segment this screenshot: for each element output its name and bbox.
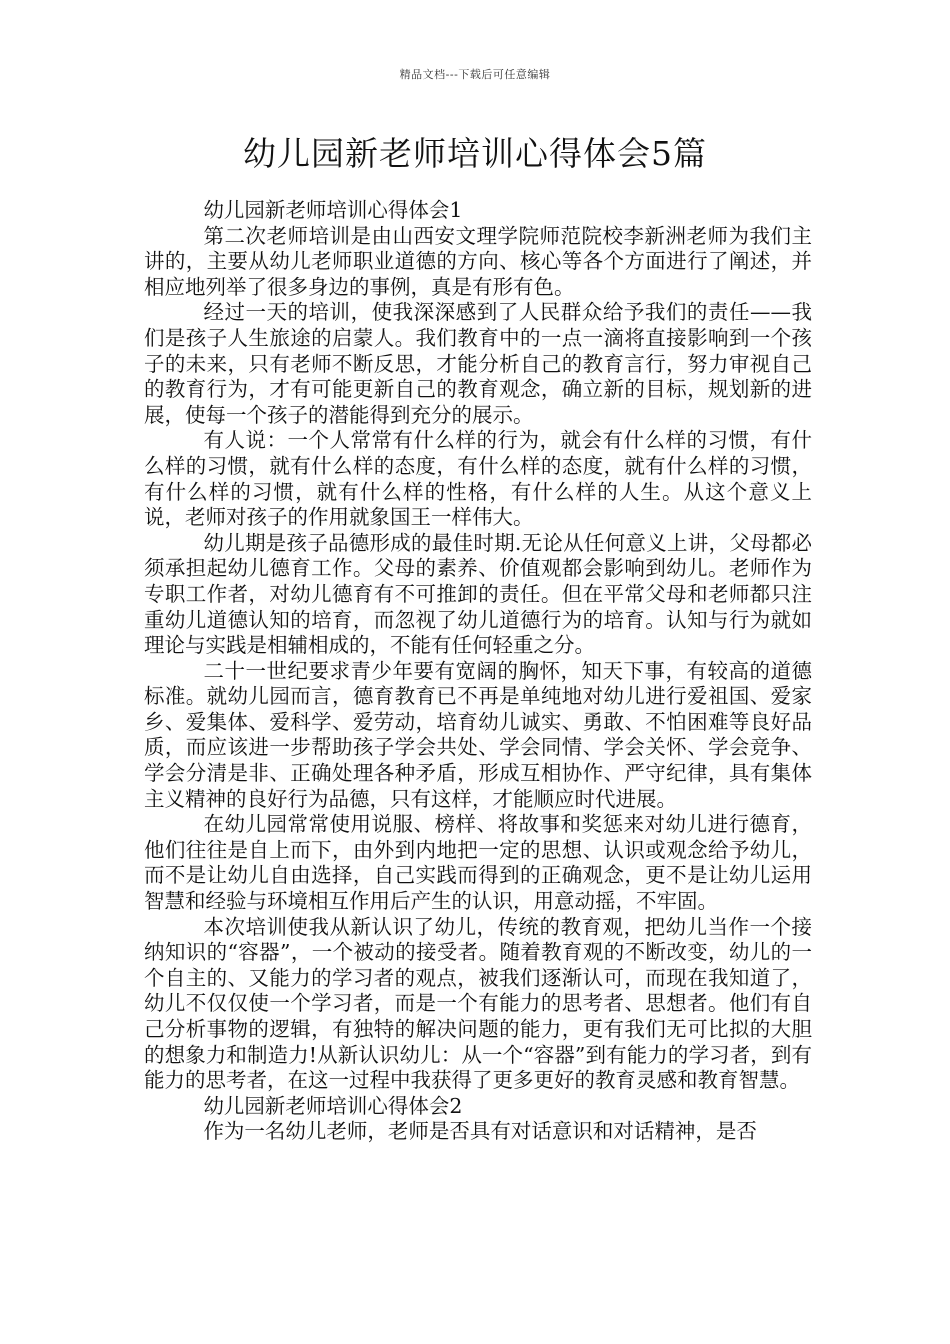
section-heading: 幼儿园新老师培训心得体会1 xyxy=(203,198,463,222)
body-paragraph: 本次培训使我从新认识了幼儿，传统的教育观，把幼儿当作一个接纳知识的“容器”，一个被动的接受者。随着教育观的不断改变，幼儿的一个自主的、又能力的学习者的观点，被我们逐渐认可，而现在我知道了，幼儿不仅仅使一个学习者，而是一个有能力的思考者、思想者。他们有自己分析事物的逻辑，有独特的解决问题的能力，更有我们无可比拟的大胆的想象力和制造力!从新认识幼儿：从一个“容器”到有能力的学习者，到有能力的思考者，在这一过程中我获得了更多更好的教育灵感和教育智慧。 xyxy=(144,914,812,1093)
document-title: 幼儿园新老师培训心得体会5篇 xyxy=(243,134,707,173)
body-paragraph: 幼儿期是孩子品德形成的最佳时期.无论从任何意义上讲，父母都必须承担起幼儿德育工作。父母的素养、价值观都会影响到幼儿。老师作为专职工作者，对幼儿德育有不可推卸的责任。但在平常父母和老师都只注重幼儿道德认知的培育，而忽视了幼儿道德行为的培育。认知与行为就如理论与实践是相辅相成的，不能有任何轻重之分。 xyxy=(144,530,812,658)
header-note: 精品文档---下载后可任意编辑 xyxy=(399,68,551,81)
body-paragraph: 经过一天的培训，使我深深感到了人民群众给予我们的责任——我们是孩子人生旅途的启蒙人。我们教育中的一点一滴将直接影响到一个孩子的未来，只有老师不断反思，才能分析自己的教育言行，努力审视自己的教育行为，才有可能更新自己的教育观念，确立新的目标，规划新的进展，使每一个孩子的潜能得到充分的展示。 xyxy=(144,300,812,427)
body-paragraph: 作为一名幼儿老师，老师是否具有对话意识和对话精神，是否 xyxy=(203,1119,757,1144)
body-paragraph: 二十一世纪要求青少年要有宽阔的胸怀，知天下事，有较高的道德标准。就幼儿园而言，德育教育已不再是单纯地对幼儿进行爱祖国、爱家乡、爱集体、爱科学、爱劳动，培育幼儿诚实、勇敢、不怕困难等良好品质，而应该进一步帮助孩子学会共处、学会同情、学会关怀、学会竞争、学会分清是非、正确处理各种矛盾，形成互相协作、严守纪律，具有集体主义精神的良好行为品德，只有这样，才能顺应时代进展。 xyxy=(144,658,812,811)
section-heading: 幼儿园新老师培训心得体会2 xyxy=(203,1093,463,1118)
body-paragraph: 有人说：一个人常常有什么样的行为，就会有什么样的习惯，有什么样的习惯，就有什么样的态度，有什么样的态度，就有什么样的习惯，有什么样的习惯，就有什么样的性格，有什么样的人生。从这个意义上说，老师对孩子的作用就象国王一样伟大。 xyxy=(144,428,812,530)
body-paragraph: 在幼儿园常常使用说服、榜样、将故事和奖惩来对幼儿进行德育，他们往往是自上而下，由外到内地把一定的思想、认识或观念给予幼儿，而不是让幼儿自由选择，自己实践而得到的正确观念，更不是让幼儿运用智慧和经验与环境相互作用后产生的认识，用意动摇，不牢固。 xyxy=(144,812,812,914)
body-paragraph: 第二次老师培训是由山西安文理学院师范院校李新洲老师为我们主讲的，主要从幼儿老师职业道德的方向、核心等各个方面进行了阐述，并相应地列举了很多身边的事例，真是有形有色。 xyxy=(144,223,812,299)
document-body xyxy=(144,198,812,1145)
